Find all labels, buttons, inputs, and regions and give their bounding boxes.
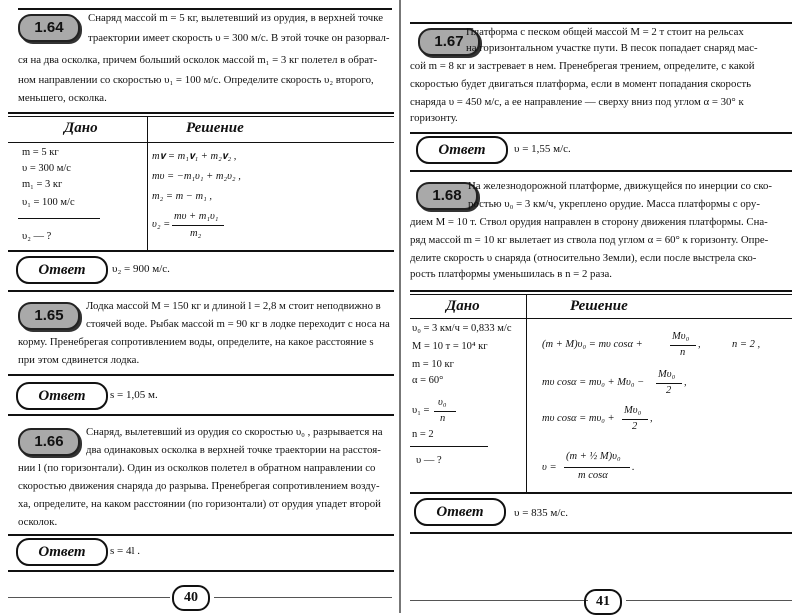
fraction-numerator: Mυ₀	[658, 369, 676, 380]
solution-note: n = 2 ,	[732, 339, 761, 350]
given-item: α = 60°	[412, 375, 444, 386]
problem-text-line: Снаряд массой m = 5 кг, вылетевший из орудия, в верхней точке	[88, 12, 383, 24]
problem-text-line: траектории имеет скорость υ = 300 м/с. В этой точке он разорвал-	[88, 32, 390, 44]
fraction-numerator: mυ + m₁υ₁	[174, 211, 219, 222]
solution-header: Решение	[186, 120, 244, 136]
given-unknown: υ₂ — ?	[22, 231, 52, 242]
solution-line: mυ cosα = mυ₀ + Mυ₀ −	[542, 377, 645, 388]
given-item: υ₀ = 3 км/ч = 0,833 м/с	[412, 323, 512, 334]
rule	[8, 116, 394, 117]
problem-number-badge: 1.66	[18, 428, 80, 456]
problem-text-line: ряд массой m = 10 кг вылетает из ствола под углом α = 60° к горизонту. Опре-	[410, 234, 769, 246]
given-item: M = 10 т = 10⁴ кг	[412, 341, 488, 352]
problem-text-line: На железнодорожной платформе, движущейся по инерции со ско-	[468, 180, 773, 192]
problem-text-line: скоростью движения снаряда до разрыва. Пренебрегая сопротивлением возду-	[18, 480, 380, 492]
footer-rule	[214, 597, 392, 598]
fraction-numerator: υ₀	[438, 397, 447, 408]
rule	[8, 250, 394, 252]
problem-text-line: ха, определите, на каком расстоянии (по горизонтали) от орудия упадет второй	[18, 498, 381, 510]
right-page	[402, 0, 794, 613]
problem-text-line: Платформа с песком общей массой M = 2 т стоит на рельсах	[466, 26, 744, 38]
answer-label: Ответ	[16, 382, 108, 410]
problem-number-badge: 1.64	[18, 14, 80, 42]
fraction-denominator: m cosα	[578, 470, 608, 481]
given-item: n = 2	[412, 429, 434, 440]
answer-value: υ₂ = 900 м/с.	[112, 263, 170, 275]
answer-value: s = 4l .	[110, 545, 141, 557]
rule	[8, 374, 394, 376]
solution-line: υ =	[542, 462, 557, 473]
problem-text-line: на горизонтальном участке пути. В песок попадает снаряд мас-	[466, 42, 758, 54]
fraction-denominator: m₂	[190, 228, 202, 239]
problem-text-line: меньшего, осколка.	[18, 92, 107, 104]
rule	[8, 414, 394, 416]
problem-text-line: корму. Пренебрегая сопротивлением воды, определите, на какое расстояние s	[18, 336, 374, 348]
rule	[8, 570, 394, 572]
problem-text-line: горизонту.	[410, 112, 458, 124]
answer-value: s = 1,05 м.	[110, 389, 158, 401]
solution-punct: .	[632, 462, 635, 473]
problem-text-line: дием M = 10 т. Ствол орудия направлен в сторону движения платформы. Сна-	[410, 216, 768, 228]
fraction-numerator: Mυ₀	[624, 405, 642, 416]
solution-punct: ,	[650, 413, 653, 424]
given-header: Дано	[64, 120, 98, 136]
fraction-bar	[172, 225, 224, 226]
answer-value: υ = 835 м/с.	[514, 507, 569, 519]
problem-text-line: Лодка массой M = 150 кг и длиной l = 2,8 м стоит неподвижно в	[86, 300, 381, 312]
given-item: m₁ = 3 кг	[22, 179, 63, 190]
solution-line: m₂ = m − m₁ ,	[152, 191, 212, 202]
fraction-numerator: (m + ½ M)υ₀	[566, 451, 621, 462]
rule	[410, 170, 792, 172]
footer-rule	[8, 597, 170, 598]
problem-text-line: стоячей воде. Рыбак массой m = 90 кг в лодке переходит с носа на	[86, 318, 390, 330]
problem-text-line: ном направлении со скоростью υ₁ = 100 м/с. Определите скорость υ₂ второго,	[18, 74, 374, 86]
rule	[8, 534, 394, 536]
rule	[8, 112, 394, 114]
given-item: m = 5 кг	[22, 147, 59, 158]
page-number: 41	[584, 589, 622, 615]
rule	[410, 294, 792, 295]
problem-text-line: нии l (по горизонтали). Один из осколков полетел в обратном направлении со	[18, 462, 376, 474]
answer-label: Ответ	[414, 498, 506, 526]
problem-number-badge: 1.68	[416, 182, 478, 210]
problem-text-line: осколок.	[18, 516, 58, 528]
problem-text-line: рость платформы уменьшилась в n = 2 раза.	[410, 268, 613, 280]
problem-text-line: сой m = 8 кг и застревает в нем. Пренебрегая трением, определите, с какой	[410, 60, 755, 72]
fraction-denominator: 2	[632, 421, 638, 432]
fraction-denominator: n	[680, 347, 686, 358]
given-unknown-rule	[18, 218, 100, 219]
answer-label: Ответ	[16, 538, 108, 566]
problem-text-line: снаряда υ = 450 м/с, а ее направление — сверху вниз под углом α = 30° к	[410, 96, 744, 108]
given-item: υ₁ =	[412, 405, 430, 416]
answer-label: Ответ	[16, 256, 108, 284]
solution-punct: ,	[684, 377, 687, 388]
fraction-denominator: 2	[666, 385, 672, 396]
fraction-bar	[564, 467, 630, 468]
table-header-rule	[410, 318, 792, 319]
solution-header: Решение	[570, 298, 628, 314]
footer-rule	[626, 600, 792, 601]
problem-text-line: ся на два осколка, причем больший осколок массой m₁ = 3 кг полетел в обрат-	[18, 54, 378, 66]
given-unknown: υ — ?	[416, 455, 442, 466]
rule	[410, 290, 792, 292]
answer-value: υ = 1,55 м/с.	[514, 143, 571, 155]
given-item: υ₁ = 100 м/с	[22, 197, 75, 208]
rule	[410, 492, 792, 494]
solution-line: (m + M)υ₀ = mυ cosα +	[542, 339, 643, 350]
problem-number-badge: 1.67	[418, 28, 480, 56]
given-unknown-rule	[410, 446, 488, 447]
fraction-numerator: Mυ₀	[672, 331, 690, 342]
solution-line: υ₂ =	[152, 219, 171, 230]
solution-line: mυ cosα = mυ₀ +	[542, 413, 615, 424]
solution-line: mυ = −m₁υ₁ + m₂υ₂ ,	[152, 171, 241, 182]
problem-text-line: скоростью будет двигаться платформа, если в момент попадания скорость	[410, 78, 752, 90]
problem-text-line: два одинаковых осколка в верхней точке траектории на расстоя-	[86, 444, 381, 456]
given-item: m = 10 кг	[412, 359, 454, 370]
given-item: υ = 300 м/с	[22, 163, 71, 174]
footer-rule	[410, 600, 588, 601]
solution-punct: ,	[698, 339, 701, 350]
table-header-rule	[8, 142, 394, 143]
rule	[8, 290, 394, 292]
problem-text-line: ростью υ₀ = 3 км/ч, укреплено орудие. Масса платформы с ору-	[468, 198, 760, 210]
problem-text-line: Снаряд, вылетевший из орудия со скоростью υ₀ , разрывается на	[86, 426, 383, 438]
problem-number-badge: 1.65	[18, 302, 80, 330]
given-header: Дано	[446, 298, 480, 314]
rule	[410, 132, 792, 134]
problem-text-line: при этом сдвинется лодка.	[18, 354, 140, 366]
given-solution-divider	[147, 116, 148, 250]
page-number: 40	[172, 585, 210, 611]
solution-line: m𝐯 = m₁𝐯₁ + m₂𝐯₂ ,	[152, 151, 237, 162]
answer-label: Ответ	[416, 136, 508, 164]
rule	[410, 532, 792, 534]
problem-text-line: делите скорость υ снаряда (относительно Земли), если после выстрела ско-	[410, 252, 757, 264]
fraction-denominator: n	[440, 413, 446, 424]
given-solution-divider	[526, 294, 527, 492]
